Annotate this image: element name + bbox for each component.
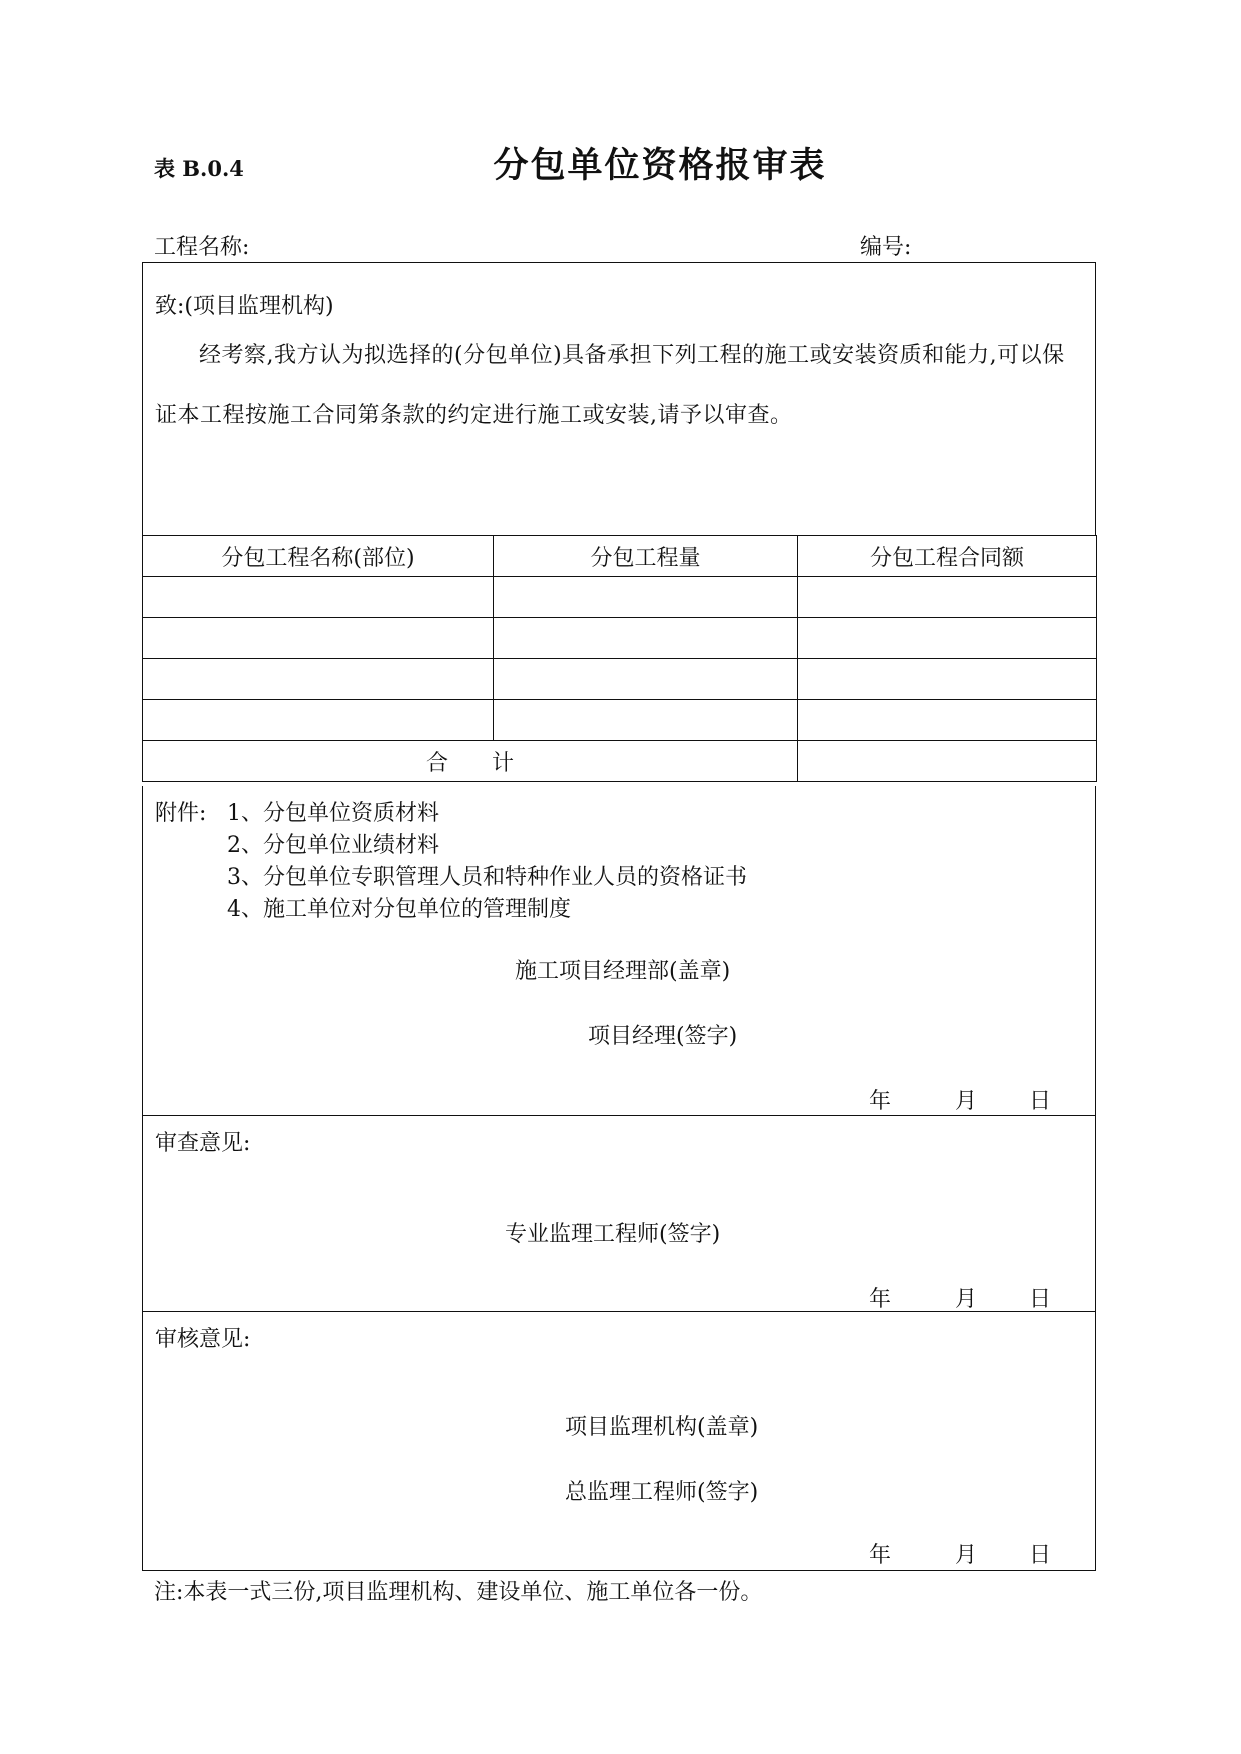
chief-signature-label: 总监理工程师(签字) bbox=[565, 1480, 759, 1505]
table-cell[interactable] bbox=[494, 700, 798, 741]
table-cell[interactable] bbox=[494, 577, 798, 618]
total-label: 合 计 bbox=[143, 741, 798, 782]
addressee: 致:(项目监理机构) bbox=[155, 294, 334, 319]
table-cell[interactable] bbox=[143, 659, 494, 700]
day-label: 日 bbox=[1029, 1089, 1052, 1114]
total-row bbox=[143, 741, 1097, 782]
application-section bbox=[142, 262, 1096, 536]
column-header: 分包工程量 bbox=[494, 536, 798, 577]
table-row bbox=[143, 700, 1097, 741]
day-label: 日 bbox=[1029, 1287, 1052, 1312]
column-header: 分包工程合同额 bbox=[798, 536, 1097, 577]
review-label: 审查意见: bbox=[155, 1131, 251, 1156]
department-stamp-label: 施工项目经理部(盖章) bbox=[515, 959, 731, 984]
number-label: 编号: bbox=[860, 235, 912, 260]
footnote: 注:本表一式三份,项目监理机构、建设单位、施工单位各一份。 bbox=[154, 1580, 763, 1605]
attachment-item: 4、施工单位对分包单位的管理制度 bbox=[227, 897, 571, 922]
application-body: 经考察,我方认为拟选择的(分包单位)具备承担下列工程的施工或安装资质和能力,可以保证本工程按施工合同第条款的约定进行施工或安装,请予以审查。 bbox=[155, 343, 1065, 428]
table-row bbox=[143, 618, 1097, 659]
subcontract-table bbox=[142, 535, 1097, 782]
attachments-label: 附件: bbox=[155, 801, 207, 826]
table-cell[interactable] bbox=[798, 577, 1097, 618]
table-row bbox=[143, 659, 1097, 700]
date-line bbox=[869, 1538, 1051, 1569]
table-cell[interactable] bbox=[798, 618, 1097, 659]
date-line bbox=[869, 1084, 1051, 1115]
table-row bbox=[143, 577, 1097, 618]
audit-label: 审核意见: bbox=[155, 1327, 251, 1352]
table-cell[interactable] bbox=[494, 659, 798, 700]
org-stamp-label: 项目监理机构(盖章) bbox=[565, 1415, 759, 1440]
table-cell[interactable] bbox=[798, 659, 1097, 700]
year-label: 年 bbox=[869, 1089, 892, 1114]
attachment-item: 1、分包单位资质材料 bbox=[227, 801, 439, 826]
attachment-item: 2、分包单位业绩材料 bbox=[227, 833, 439, 858]
table-cell[interactable] bbox=[494, 618, 798, 659]
table-cell[interactable] bbox=[143, 700, 494, 741]
form-title: 分包单位资格报审表 bbox=[493, 145, 827, 186]
project-name-label: 工程名称: bbox=[154, 235, 250, 260]
year-label: 年 bbox=[869, 1543, 892, 1568]
column-header: 分包工程名称(部位) bbox=[143, 536, 494, 577]
audit-section bbox=[142, 1311, 1096, 1571]
table-header-row bbox=[143, 536, 1097, 577]
table-cell[interactable] bbox=[143, 618, 494, 659]
year-label: 年 bbox=[869, 1287, 892, 1312]
engineer-signature-label: 专业监理工程师(签字) bbox=[505, 1222, 721, 1247]
month-label: 月 bbox=[955, 1543, 978, 1568]
form-number: 表 B.0.4 bbox=[154, 156, 244, 181]
attachments-section bbox=[142, 786, 1096, 1116]
date-line bbox=[869, 1282, 1051, 1313]
month-label: 月 bbox=[955, 1287, 978, 1312]
total-value[interactable] bbox=[798, 741, 1097, 782]
day-label: 日 bbox=[1029, 1543, 1052, 1568]
manager-signature-label: 项目经理(签字) bbox=[588, 1024, 738, 1049]
table-cell[interactable] bbox=[798, 700, 1097, 741]
table-cell[interactable] bbox=[143, 577, 494, 618]
review-section bbox=[142, 1115, 1096, 1312]
attachment-item: 3、分包单位专职管理人员和特种作业人员的资格证书 bbox=[227, 865, 747, 890]
month-label: 月 bbox=[955, 1089, 978, 1114]
